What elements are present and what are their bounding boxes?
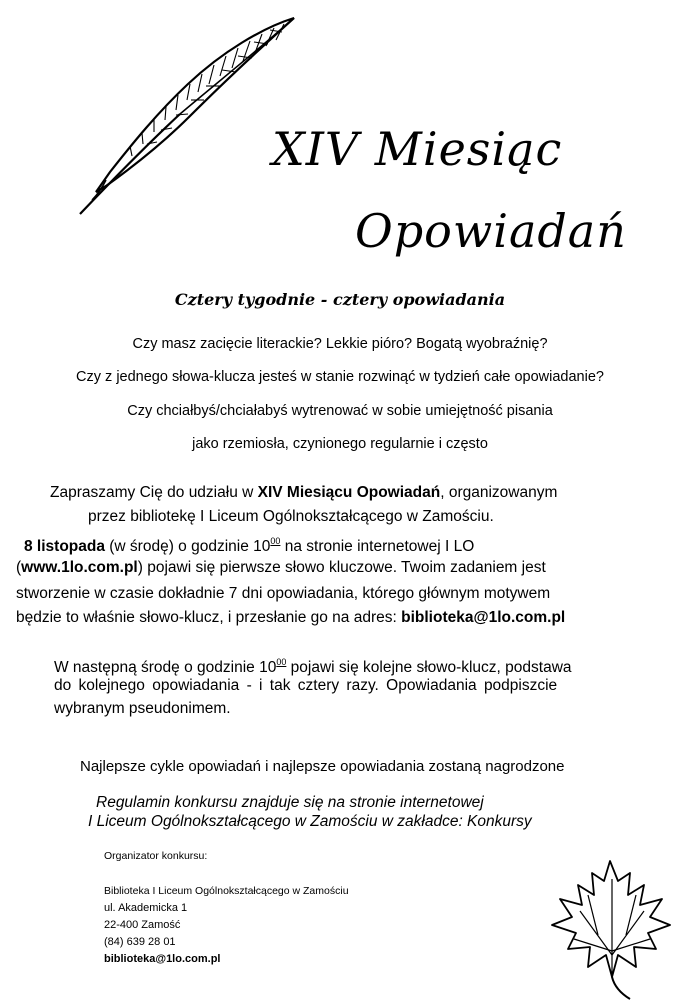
rules-line-1: Regulamin konkursu znajduje się na stronie internetowej — [96, 794, 484, 811]
question-1: Czy masz zacięcie literackie? Lekkie pióro? Bogatą wyobraźnię? — [132, 336, 548, 352]
email-link[interactable]: biblioteka@1lo.com.pl — [401, 609, 566, 626]
question-3: Czy chciałbyś/chciałabyś wytrenować w sobie umiejętność pisania — [127, 403, 553, 419]
website-link[interactable]: www.1lo.com.pl — [21, 559, 138, 576]
time-minutes: 00 — [270, 536, 281, 546]
feather-quill-icon — [62, 10, 302, 220]
intro-text: ( — [16, 559, 22, 576]
intro-line-5: stworzenie w czasie dokładnie 7 dni opowiadania, którego głównym motywem — [16, 585, 551, 602]
organizer-address — [104, 883, 349, 968]
intro-text: (w środę) o godzinie 10 — [104, 538, 271, 555]
intro-text: Zapraszamy Cię do udziału w — [50, 484, 258, 501]
next-text: W następną środę o godzinie 10 — [54, 659, 277, 676]
intro-line-3 — [24, 529, 474, 559]
event-name: XIV Miesiącu Opowiadań — [257, 484, 441, 501]
prize-line: Najlepsze cykle opowiadań i najlepsze opowiadania zostaną nagrodzone — [80, 758, 565, 775]
maple-leaf-icon — [540, 855, 680, 1001]
organizer-email[interactable]: biblioteka@1lo.com.pl — [104, 953, 221, 965]
organizer-city: 22-400 Zamość — [104, 919, 181, 931]
subtitle: Cztery tygodnie - cztery opowiadania — [174, 290, 506, 309]
next-text: pojawi się kolejne słowo-klucz, podstawa — [286, 659, 572, 676]
intro-line-2: przez bibliotekę I Liceum Ogólnokształcącego w Zamościu. — [88, 508, 494, 525]
intro-text: będzie to właśnie słowo-klucz, i przesłanie go na adres: — [16, 609, 402, 626]
intro-line-4 — [16, 556, 546, 580]
organizer-street: ul. Akademicka 1 — [104, 902, 188, 914]
intro-line-1 — [50, 481, 557, 505]
next-line-2: do kolejnego opowiadania - i tak cztery razy. Opowiadania podpiszcie — [54, 677, 558, 694]
time-minutes: 00 — [276, 657, 287, 667]
organizer-label: Organizator konkursu: — [104, 850, 208, 862]
next-line-3: wybranym pseudonimem. — [54, 700, 231, 717]
start-date: 8 listopada — [24, 538, 105, 555]
organizer-name: Biblioteka I Liceum Ogólnokształcącego w Zamościu — [104, 885, 349, 897]
rules-line-2: I Liceum Ogólnokształcącego w Zamościu w zakładce: Konkursy — [88, 813, 532, 830]
intro-text: na stronie internetowej I LO — [280, 538, 475, 555]
question-4: jako rzemiosła, czynionego regularnie i często — [192, 436, 488, 452]
intro-text: ) pojawi się pierwsze słowo kluczowe. Twoim zadaniem jest — [137, 559, 546, 576]
title-line-1: XIV Miesiąc — [272, 122, 563, 176]
question-2: Czy z jednego słowa-klucza jesteś w stanie rozwinąć w tydzień całe opowiadanie? — [76, 369, 604, 385]
intro-line-6 — [16, 606, 565, 630]
organizer-phone: (84) 639 28 01 — [104, 936, 176, 948]
title-line-2: Opowiadań — [355, 204, 627, 258]
intro-text: , organizowanym — [440, 484, 558, 501]
